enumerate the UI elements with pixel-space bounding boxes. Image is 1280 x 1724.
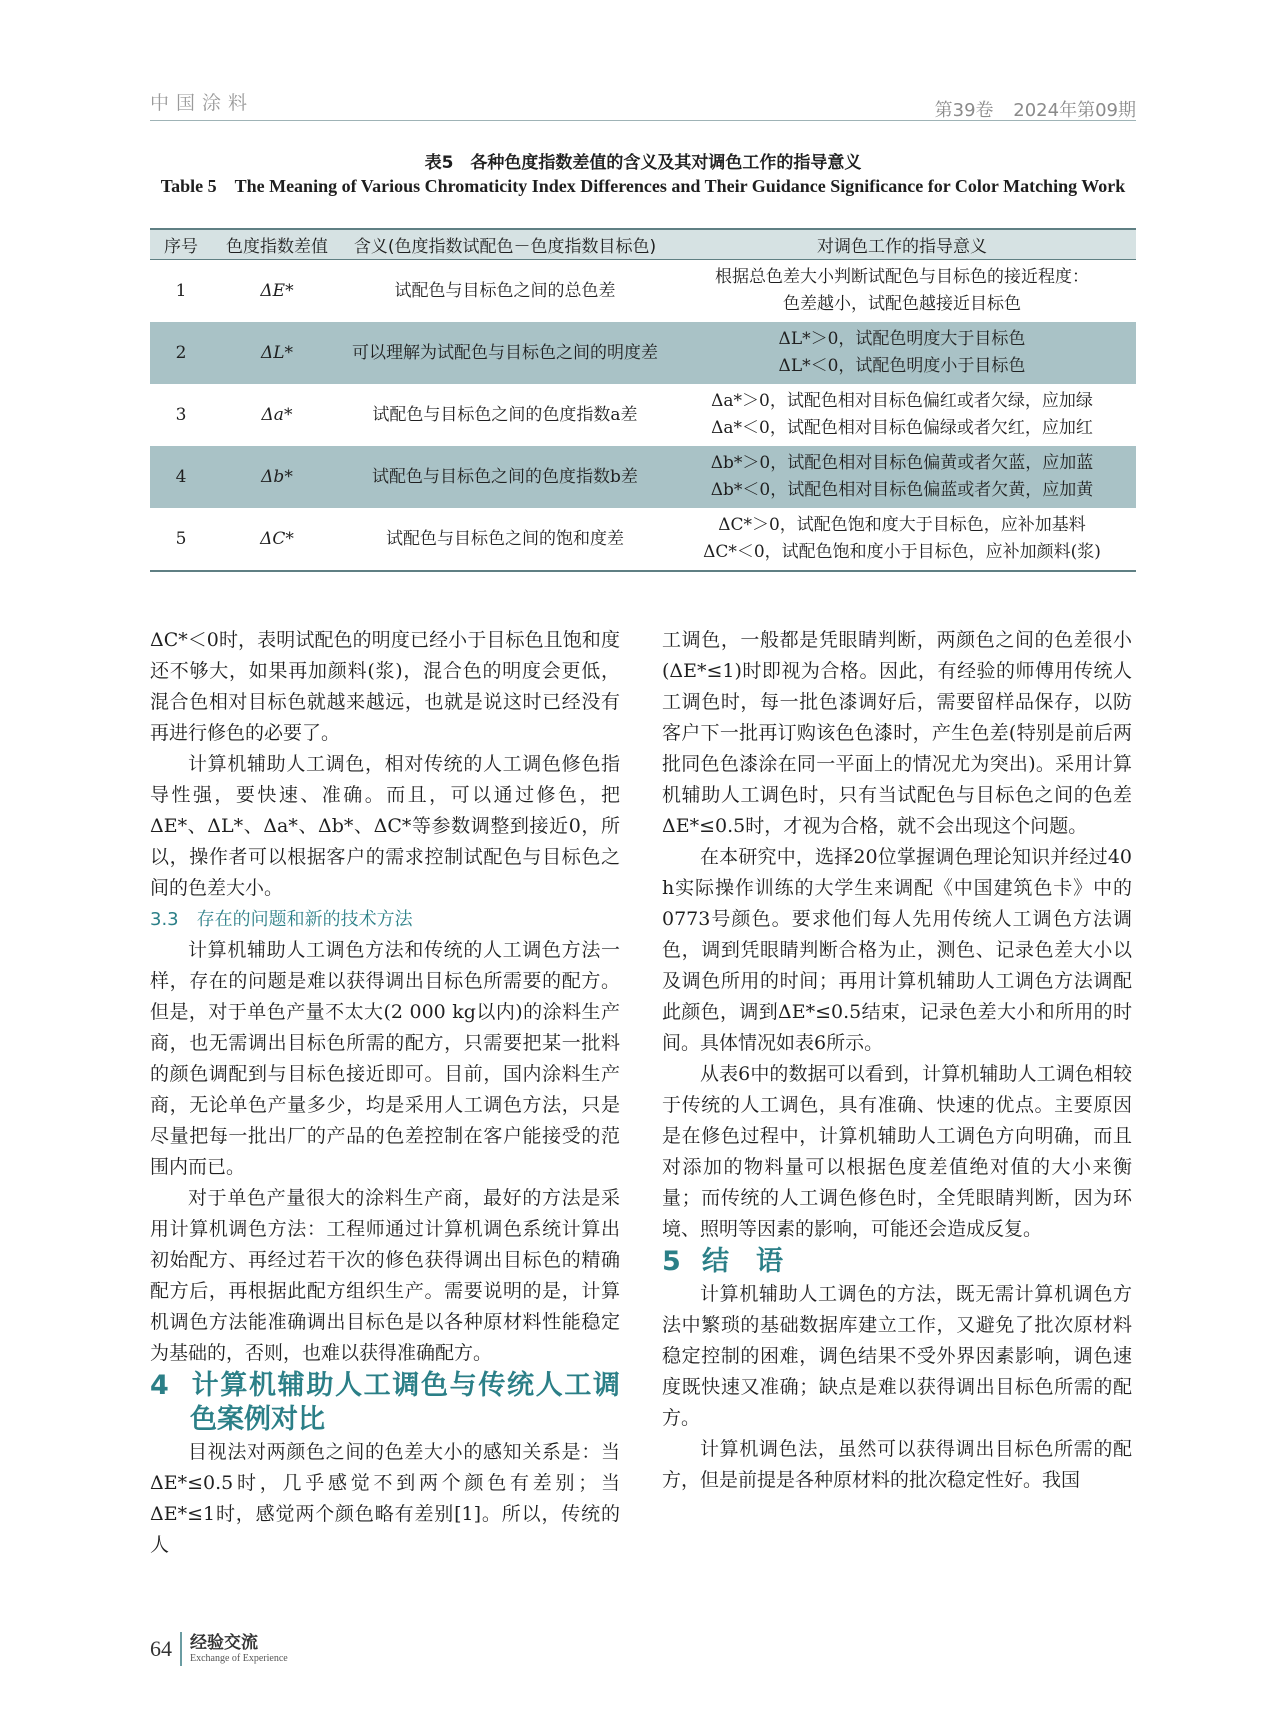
paragraph: 工调色，一般都是凭眼睛判断，两颜色之间的色差很小(ΔE*≤1)时即视为合格。因此，有经验的师傅用传统人工调色时，每一批色漆调好后，需要留样品保存，以防客户下一批再订购该色色漆时，产生色差(特别是前后两批同色色漆涂在同一平面上的情况尤为突出)。采用计算机辅助人工调色时，只有当试配色与目标色之间的色差ΔE*≤0.5时，才视为合格，就不会出现这个问题。 (662, 629, 1132, 837)
issue-label: 2024年第09期 (1013, 100, 1136, 121)
cell-meaning: 试配色与目标色之间的总色差 (394, 280, 616, 301)
table-row (150, 446, 1136, 508)
cell-no: 2 (150, 322, 212, 384)
guidance-line: ΔL*＜0，试配色明度小于目标色 (778, 356, 1026, 376)
cell-meaning: 试配色与目标色之间的饱和度差 (342, 508, 668, 571)
paragraph: 从表6中的数据可以看到，计算机辅助人工调色相较于传统的人工调色，具有准确、快速的优点。主要原因是在修色过程中，计算机辅助人工调色方向明确，而且对添加的物料量可以根据色度差值绝对值的大小来衡量；而传统的人工调色修色时，全凭眼睛判断，因为环境、照明等因素的影响，可能还会造成反复。 (662, 1063, 1132, 1240)
cell-symbol: Δb* (212, 446, 342, 508)
guidance-line: Δa*＜0，试配色相对目标色偏绿或者欠红，应加红 (711, 418, 1093, 438)
table-row (150, 508, 1136, 571)
paragraph: 目视法对两颜色之间的色差大小的感知关系是：当ΔE*≤0.5时，几乎感觉不到两个颜色有差别；当ΔE*≤1时，感觉两个颜色略有差别[1]。所以，传统的人 (150, 1441, 620, 1556)
table-row (150, 322, 1136, 384)
table-row (150, 384, 1136, 446)
header-divider (150, 120, 1136, 121)
section-title: 结 语 (702, 1246, 783, 1277)
section-heading-5 (662, 1245, 1132, 1279)
cell-guidance (668, 446, 1136, 508)
paragraph: 计算机辅助人工调色的方法，既无需计算机调色方法中繁琐的基础数据库建立工作，又避免了批次原材料稳定控制的困难，调色结果不受外界因素影响，调色速度既快速又准确；缺点是难以获得调出目标色所需的配方。 (662, 1283, 1132, 1429)
paragraph: 在本研究中，选择20位掌握调色理论知识并经过40 h实际操作训练的大学生来调配《中国建筑色卡》中的0773号颜色。要求他们每人先用传统人工调色方法调色，调到凭眼睛判断合格为止，测色、记录色差大小以及调色所用的时间；再用计算机辅助人工调色方法调配此颜色，调到ΔE*≤0.5结束，记录色差大小和所用的时间。具体情况如表6所示。 (662, 846, 1132, 1054)
guidance-line: 色差越小，试配色越接近目标色 (783, 294, 1021, 314)
page-footer (150, 1632, 288, 1666)
table-caption-cn: 表5 各种色度指数差值的含义及其对调色工作的指导意义 (424, 153, 862, 173)
cell-meaning: 试配色与目标色之间的色度指数b差 (342, 446, 668, 508)
cell-no: 4 (150, 446, 212, 508)
section-title: 计算机辅助人工调色与传统人工调色案例对比 (190, 1370, 620, 1435)
paragraph: 计算机调色法，虽然可以获得调出目标色所需的配方，但是前提是各种原材料的批次稳定性好。我国 (662, 1438, 1132, 1491)
page-number: 64 (150, 1636, 172, 1661)
volume-label: 第39卷 (934, 100, 994, 121)
cell-guidance (668, 260, 1136, 323)
cell-no: 3 (175, 404, 187, 425)
section-number: 4 (150, 1370, 169, 1401)
col-header-guidance: 对调色工作的指导意义 (668, 229, 1136, 260)
guidance-line: 根据总色差大小判断试配色与目标色的接近程度： (715, 267, 1089, 287)
chromaticity-table (150, 228, 1136, 572)
table-caption-en: Table 5 The Meaning of Various Chromaticity Index Differences and Their Guidance Significance for Color Matching Work (160, 176, 1126, 196)
table-header-row (150, 229, 1136, 260)
cell-meaning: 可以理解为试配色与目标色之间的明度差 (342, 322, 668, 384)
guidance-line: Δa*＞0，试配色相对目标色偏红或者欠绿，应加绿 (711, 391, 1093, 411)
cell-no: 5 (150, 508, 212, 571)
cell-guidance (668, 384, 1136, 446)
cell-symbol: ΔE* (260, 280, 294, 301)
guidance-line: Δb*＜0，试配色相对目标色偏蓝或者欠黄，应加黄 (710, 480, 1094, 500)
paragraph: ΔC*＜0时，表明试配色的明度已经小于目标色且饱和度还不够大，如果再加颜料(浆)，混合色的明度会更低，混合色相对目标色就越来越远，也就是说这时已经没有再进行修色的必要了。 (150, 629, 620, 744)
footer-section (190, 1634, 288, 1664)
cell-no: 1 (175, 280, 187, 301)
guidance-line: Δb*＞0，试配色相对目标色偏黄或者欠蓝，应加蓝 (710, 453, 1094, 473)
paragraph: 计算机辅助人工调色方法和传统的人工调色方法一样，存在的问题是难以获得调出目标色所需要的配方。但是，对于单色产量不太大(2 000 kg以内)的涂料生产商，也无需调出目标色所需的配方，只需要把某一批料的颜色调配到与目标色接近即可。目前，国内涂料生产商，无论单色产量多少，均是采用人工调色方法，只是尽量把每一批出厂的产品的色差控制在客户能接受的范围内而已。 (150, 939, 620, 1178)
issue-info (921, 96, 1136, 122)
journal-name: 中国涂料 (150, 92, 255, 114)
col-header-no: 序号 (150, 229, 212, 260)
paragraph: 对于单色产量很大的涂料生产商，最好的方法是采用计算机调色方法：工程师通过计算机调色系统计算出初始配方、再经过若干次的修色获得调出目标色的精确配方后，再根据此配方组织生产。需要说明的是，计算机调色方法能准确调出目标色是以各种原材料性能稳定为基础的，否则，也难以获得准确配方。 (150, 1187, 620, 1364)
footer-divider (180, 1632, 182, 1666)
table-row (150, 260, 1136, 323)
cell-symbol: ΔC* (212, 508, 342, 571)
section-heading-4 (150, 1369, 620, 1437)
section-heading-3-3: 3.3 存在的问题和新的技术方法 (150, 909, 413, 930)
col-header-meaning: 含义(色度指数试配色－色度指数目标色) (342, 229, 668, 260)
cell-meaning: 试配色与目标色之间的色度指数a差 (372, 404, 638, 425)
cell-symbol: Δa* (261, 404, 293, 425)
guidance-line: ΔL*＞0，试配色明度大于目标色 (778, 329, 1026, 349)
cell-guidance (668, 322, 1136, 384)
guidance-line: ΔC*＞0，试配色饱和度大于目标色，应补加基料 (718, 515, 1086, 535)
footer-section-cn: 经验交流 (190, 1633, 258, 1653)
left-column (150, 625, 620, 1561)
section-number: 5 (662, 1246, 681, 1277)
right-column (662, 625, 1132, 1496)
cell-symbol: ΔL* (212, 322, 342, 384)
guidance-line: ΔC*＜0，试配色饱和度小于目标色，应补加颜料(浆) (703, 542, 1101, 562)
paragraph: 计算机辅助人工调色，相对传统的人工调色修色指导性强，要快速、准确。而且，可以通过修色，把ΔE*、ΔL*、Δa*、Δb*、ΔC*等参数调整到接近0，所以，操作者可以根据客户的需求控制试配色与目标色之间的色差大小。 (150, 753, 620, 899)
col-header-index: 色度指数差值 (212, 229, 342, 260)
footer-section-en: Exchange of Experience (190, 1653, 288, 1664)
cell-guidance (668, 508, 1136, 571)
